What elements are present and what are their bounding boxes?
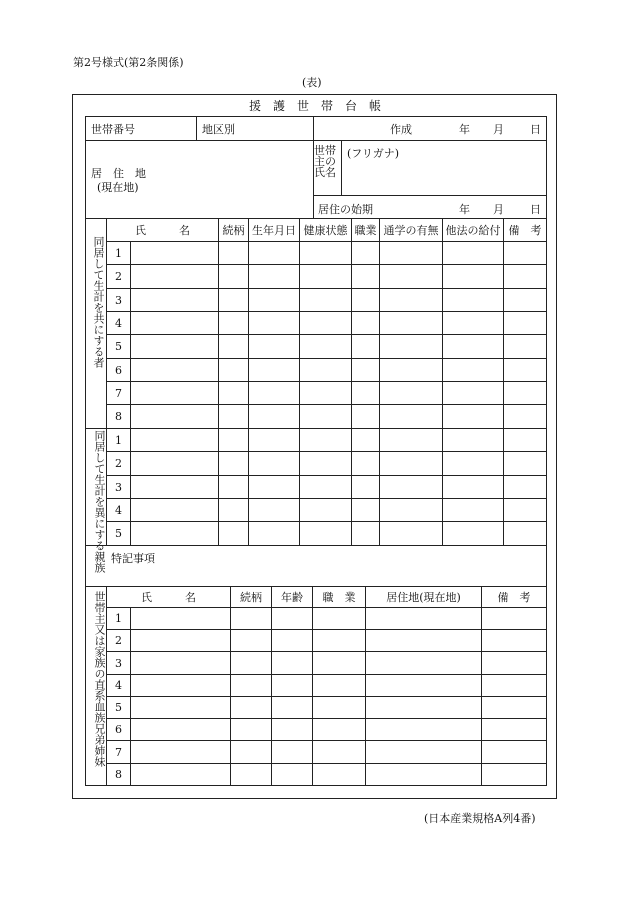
s1-row-number: 4 [115, 316, 122, 330]
side-label: (表) [302, 76, 322, 89]
residence-start-year: 年 [459, 203, 470, 216]
s3-row-number: 8 [115, 768, 122, 781]
s2-row-number: 2 [115, 457, 122, 470]
s1-row-number: 8 [115, 410, 122, 423]
s1-header-name: 氏 名 [135, 224, 190, 237]
s1-header-benefit: 他法の給付 [445, 224, 501, 237]
s1-header-job: 職業 [354, 224, 377, 237]
created-month: 月 [493, 123, 504, 136]
s2-label: 同居して生計を異にする親族 [93, 430, 106, 573]
special-notes-label: 特記事項 [111, 552, 155, 565]
s1-header-remarks: 備 考 [508, 224, 542, 237]
residence-sub-label: (現在地) [97, 181, 139, 194]
s2-row-number: 5 [115, 527, 122, 540]
s2-row-number: 1 [115, 433, 122, 447]
s2-row-number: 4 [115, 503, 122, 517]
household-no-label: 世帯番号 [91, 123, 135, 136]
s3-row-number: 2 [115, 634, 122, 647]
s3-header-relation: 続柄 [240, 591, 262, 604]
created-year: 年 [459, 123, 470, 136]
s3-row-number: 5 [115, 701, 122, 714]
furigana-label: (フリガナ) [347, 147, 400, 160]
s3-row-number: 3 [115, 656, 122, 670]
residence-start-day: 日 [530, 203, 541, 216]
s3-header-remarks: 備 考 [497, 591, 531, 604]
s1-row-number: 7 [115, 386, 122, 400]
s3-header-age: 年齢 [281, 591, 303, 604]
s1-row-number: 6 [115, 363, 122, 377]
s3-header-job: 職 業 [322, 591, 356, 604]
s1-row-number: 1 [115, 246, 122, 260]
householder-name-label: 世帯主の氏名 [314, 144, 336, 179]
s1-header-health: 健康状態 [303, 224, 348, 237]
s1-row-number: 3 [115, 293, 122, 307]
district-label: 地区別 [202, 123, 235, 136]
s3-header-residence: 居住地(現在地) [386, 591, 461, 604]
s1-header-school: 通学の有無 [383, 224, 439, 237]
residence-label: 居 住 地 [91, 167, 146, 180]
s3-label: 世帯主又は家族の直系血族兄弟姉妹 [93, 591, 106, 767]
residence-start-month: 月 [493, 203, 504, 216]
s3-header-name: 氏 名 [141, 591, 196, 604]
s1-row-number: 2 [115, 270, 122, 283]
form-title: 援 護 世 帯 台 帳 [248, 99, 381, 113]
s3-row-number: 4 [115, 679, 122, 692]
s3-row-number: 6 [115, 723, 122, 736]
s3-row-number: 7 [115, 745, 122, 759]
created-label: 作成 [390, 123, 412, 136]
s1-header-relation: 続柄 [222, 224, 245, 237]
s1-row-number: 5 [115, 340, 122, 353]
form-number: 第2号様式(第2条関係) [73, 56, 184, 69]
residence-start-label: 居住の始期 [318, 203, 373, 216]
footer-standard: (日本産業規格A列4番) [424, 812, 536, 825]
s1-label: 同居して生計を共にする者 [92, 236, 105, 368]
s1-header-birthdate: 生年月日 [252, 224, 296, 237]
s3-row-number: 1 [115, 612, 122, 625]
created-day: 日 [530, 123, 541, 136]
s2-row-number: 3 [115, 480, 122, 494]
